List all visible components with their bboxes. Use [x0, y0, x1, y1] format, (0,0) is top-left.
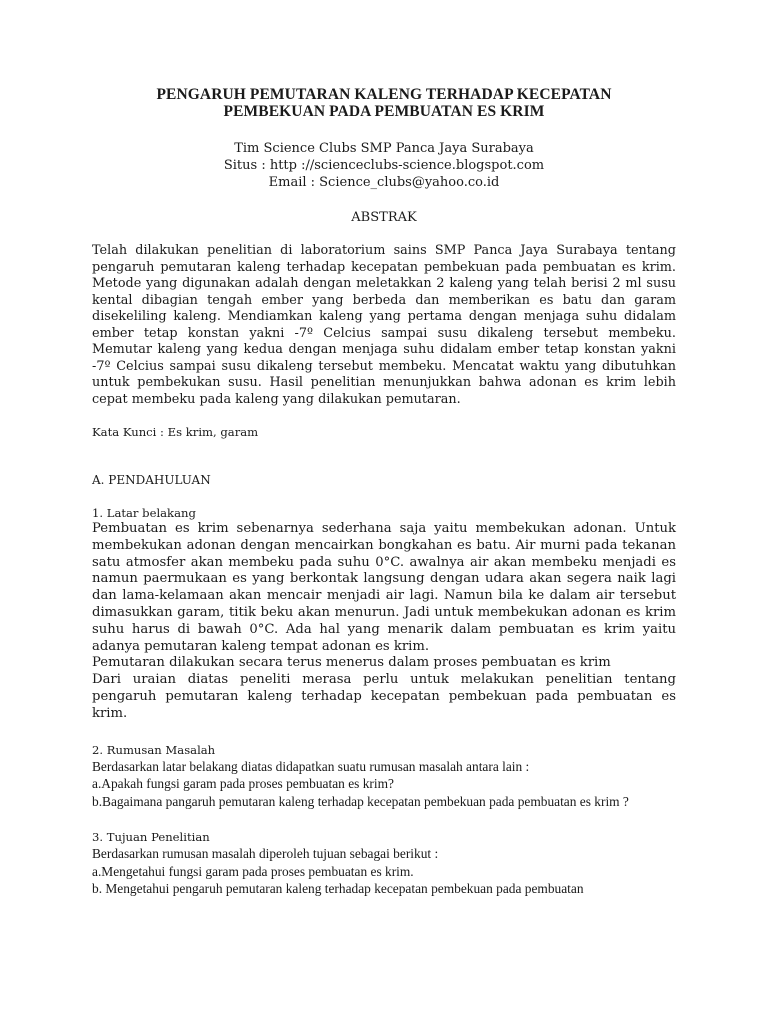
title-line-2: PEMBEKUAN PADA PEMBUATAN ES KRIM [223, 103, 545, 120]
paper-title [92, 86, 676, 120]
document-page [92, 86, 676, 898]
background-paragraph-1: Pembuatan es krim sebenarnya sederhana saja yaitu membekukan adonan. Untuk membekukan adonan dengan mencairkan bongkahan es batu. Air murni pada tekanan satu atmosfer akan membeku pada suhu 0°C. awalnya air akan membeku menjadi es namun paermukaan es yang berkontak langsung dengan udara akan segera naik lagi dan lama-kelamaan akan mencair menjadi air lagi. Namun bila ke dalam air tersebut dimasukkan garam, titik beku akan menurun. Jadi untuk membekukan adonan es krim suhu harus di bawah 0°C. Ada hal yang menarik dalam pembuatan es krim yaitu adanya pemutaran kaleng tempat adonan es krim. [92, 521, 676, 654]
section-heading-introduction: A. PENDAHULUAN [92, 473, 211, 487]
subheading-background: 1. Latar belakang [92, 506, 196, 520]
objectives-item-b: b. Mengetahui pengaruh pemutaran kaleng terhadap kecepatan pembekuan pada pembuatan [92, 881, 584, 897]
problem-item-b: b.Bagaimana pangaruh pemutaran kaleng terhadap kecepatan pembekuan pada pembuatan es krim ? [92, 793, 629, 809]
title-line-1: PENGARUH PEMUTARAN KALENG TERHADAP KECEPATAN [156, 86, 612, 103]
background-paragraph-3: Dari uraian diatas peneliti merasa perlu untuk melakukan penelitian tentang pengaruh pemutaran kaleng terhadap kecepatan pembekuan pada pembuatan es krim. [92, 672, 676, 721]
subheading-objectives: 3. Tujuan Penelitian [92, 830, 210, 845]
author-email: Email : Science_clubs@yahoo.co.id [268, 175, 500, 190]
keywords: Kata Kunci : Es krim, garam [92, 425, 259, 439]
problem-intro: Berdasarkan latar belakang diatas didapatkan suatu rumusan masalah antara lain : [92, 758, 530, 774]
subheading-problem: 2. Rumusan Masalah [92, 742, 216, 757]
objectives-item-a: a.Mengetahui fungsi garam pada proses pembuatan es krim. [92, 863, 414, 879]
abstract-heading: ABSTRAK [351, 210, 417, 225]
background-paragraph-2: Pemutaran dilakukan secara terus menerus dalam proses pembuatan es krim [92, 655, 611, 671]
author-team: Tim Science Clubs SMP Panca Jaya Surabaya [234, 141, 534, 156]
objectives-intro: Berdasarkan rumusan masalah diperoleh tujuan sebagai berikut : [92, 846, 439, 862]
author-block [92, 140, 676, 191]
abstract-text: Telah dilakukan penelitian di laboratorium sains SMP Panca Jaya Surabaya tentang pengaruh pemutaran kaleng terhadap kecepatan pembekuan pada pembuatan es krim. Metode yang digunakan adalah dengan meletakkan 2 kaleng yang telah berisi 2 ml susu kental dibagian tengah ember yang berbeda dan memberikan es batu dan garam disekeliling kaleng. Mendiamkan kaleng yang pertama dengan menjaga suhu didalam ember tetap konstan yakni -7º Celcius sampai susu dikaleng tersebut membeku. Memutar kaleng yang kedua dengan menjaga suhu didalam ember tetap konstan yakni -7º Celcius sampai susu dikaleng tersebut membeku. Mencatat waktu yang dibutuhkan untuk pembekukan susu. Hasil penelitian menunjukkan bahwa adonan es krim lebih cepat membeku pada kaleng yang dilakukan pemutaran. [92, 243, 676, 407]
author-site: Situs : http ://scienceclubs-science.blogspot.com [223, 158, 545, 173]
problem-item-a: a.Apakah fungsi garam pada proses pembuatan es krim? [92, 776, 394, 792]
